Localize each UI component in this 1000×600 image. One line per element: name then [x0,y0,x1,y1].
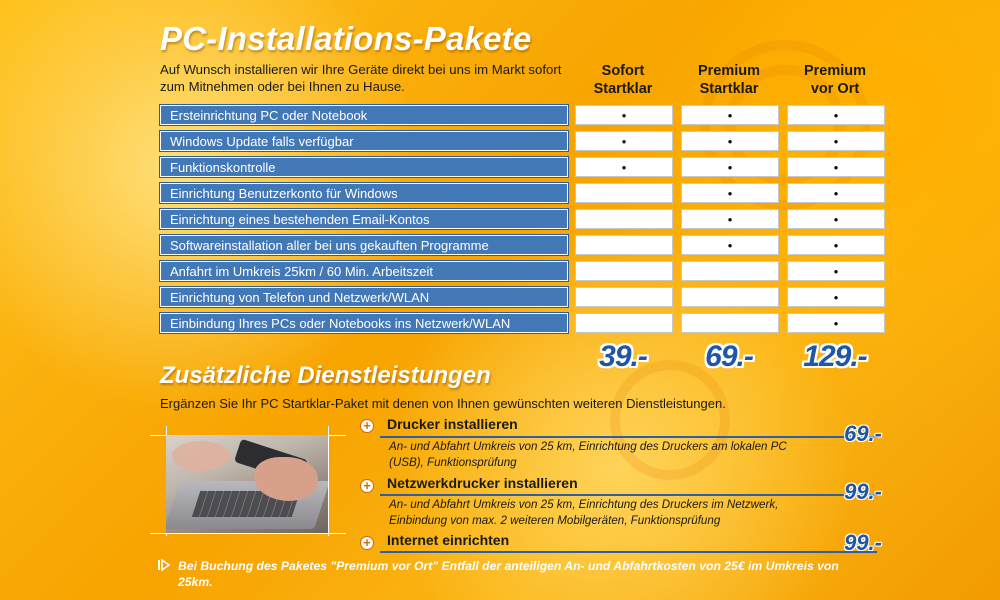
service-description: An- und Abfahrt Umkreis von 25 km, Einrichtung des Druckers im Netzwerk, Einbindung von max. 2 weiteren Mobilgeräten, Funktionsprüfung [389,498,779,527]
additional-services-title: Zusätzliche Dienstleistungen [160,362,491,389]
feature-row [160,131,887,151]
frame-line [328,426,329,536]
feature-row [160,157,887,177]
feature-mark-cell [575,261,673,281]
feature-mark-cell: • [575,157,673,177]
feature-mark-cell [575,209,673,229]
feature-mark-cell [575,287,673,307]
feature-mark-cell [575,235,673,255]
feature-label: Einbindung Ihres PCs oder Notebooks ins Netzwerk/WLAN [160,313,568,333]
feature-mark-cell [681,287,779,307]
column-header-line2: Startklar [699,81,759,97]
feature-label: Einrichtung Benutzerkonto für Windows [160,183,568,203]
feature-label: Anfahrt im Umkreis 25km / 60 Min. Arbeitszeit [160,261,568,281]
column-header-line2: Startklar [593,81,653,97]
feature-row [160,183,887,203]
feature-mark-cell: • [787,209,885,229]
service-divider [380,436,877,438]
service-title: Drucker installieren [387,416,518,432]
feature-row [160,287,887,307]
service-title: Internet einrichten [387,532,510,548]
feature-row [160,261,887,281]
additional-services-intro: Ergänzen Sie Ihr PC Startklar-Paket mit denen von Ihnen gewünschten weiteren Dienstleistungen. [160,396,726,411]
feature-label: Funktionskontrolle [160,157,568,177]
price-sofort-startklar: 39.- [599,340,647,373]
feature-mark-cell [681,313,779,333]
feature-mark-cell: • [787,235,885,255]
feature-label: Einrichtung eines bestehenden Email-Kontos [160,209,568,229]
arrow-note-icon [157,558,171,572]
service-price: 99.- [844,530,882,555]
service-divider [380,551,877,553]
feature-row [160,313,887,333]
service-price: 69.- [844,421,882,446]
plus-circle-icon: + [360,479,374,493]
feature-mark-cell: • [787,157,885,177]
feature-label: Ersteinrichtung PC oder Notebook [160,105,568,125]
feature-mark-cell: • [787,105,885,125]
plus-circle-icon: + [360,419,374,433]
frame-line [150,533,346,534]
feature-mark-cell: • [787,261,885,281]
feature-mark-cell: • [787,287,885,307]
column-header-line2: vor Ort [810,81,860,97]
feature-mark-cell: • [681,209,779,229]
feature-mark-cell: • [575,131,673,151]
column-header-sofort-startklar [573,62,673,98]
service-title: Netzwerkdrucker installieren [387,475,578,491]
feature-mark-cell: • [787,313,885,333]
feature-mark-cell: • [787,131,885,151]
service-divider [380,494,877,496]
feature-mark-cell: • [681,157,779,177]
laptop-smartphone-photo [166,435,328,533]
page-title: PC-Installations-Pakete [160,20,532,57]
feature-mark-cell: • [575,105,673,125]
feature-label: Einrichtung von Telefon und Netzwerk/WLAN [160,287,568,307]
footnote-text: Bei Buchung des Paketes "Premium vor Ort" Entfall der anteiligen An- und Abfahrtkosten von 25€ im Umkreis von 25km. [178,559,839,589]
feature-row [160,105,887,125]
feature-mark-cell: • [681,105,779,125]
intro-text: Auf Wunsch installieren wir Ihre Geräte direkt bei uns im Markt sofort zum Mitnehmen oder bei Ihnen zu Hause. [160,62,562,94]
feature-mark-cell [575,183,673,203]
service-description: An- und Abfahrt Umkreis von 25 km, Einrichtung des Druckers am lokalen PC (USB), Funktionsprüfung [389,440,787,469]
price-premium-startklar: 69.- [705,340,753,373]
arrow-note-icon-svg [157,558,171,572]
feature-mark-cell: • [787,183,885,203]
price-premium-vor-ort: 129.- [803,340,867,373]
feature-mark-cell: • [681,183,779,203]
column-header-line1: Premium [697,63,761,79]
column-header-premium-startklar [679,62,779,98]
column-header-line1: Premium [803,63,867,79]
product-photo-frame [150,426,346,536]
feature-mark-cell [575,313,673,333]
feature-mark-cell: • [681,131,779,151]
service-price: 99.- [844,479,882,504]
plus-circle-icon: + [360,536,374,550]
feature-mark-cell: • [681,235,779,255]
column-header-premium-vor-ort [785,62,885,98]
feature-mark-cell [681,261,779,281]
column-header-line1: Sofort [601,63,645,79]
feature-label: Windows Update falls verfügbar [160,131,568,151]
feature-row [160,209,887,229]
feature-row [160,235,887,255]
feature-label: Softwareinstallation aller bei uns gekauften Programme [160,235,568,255]
